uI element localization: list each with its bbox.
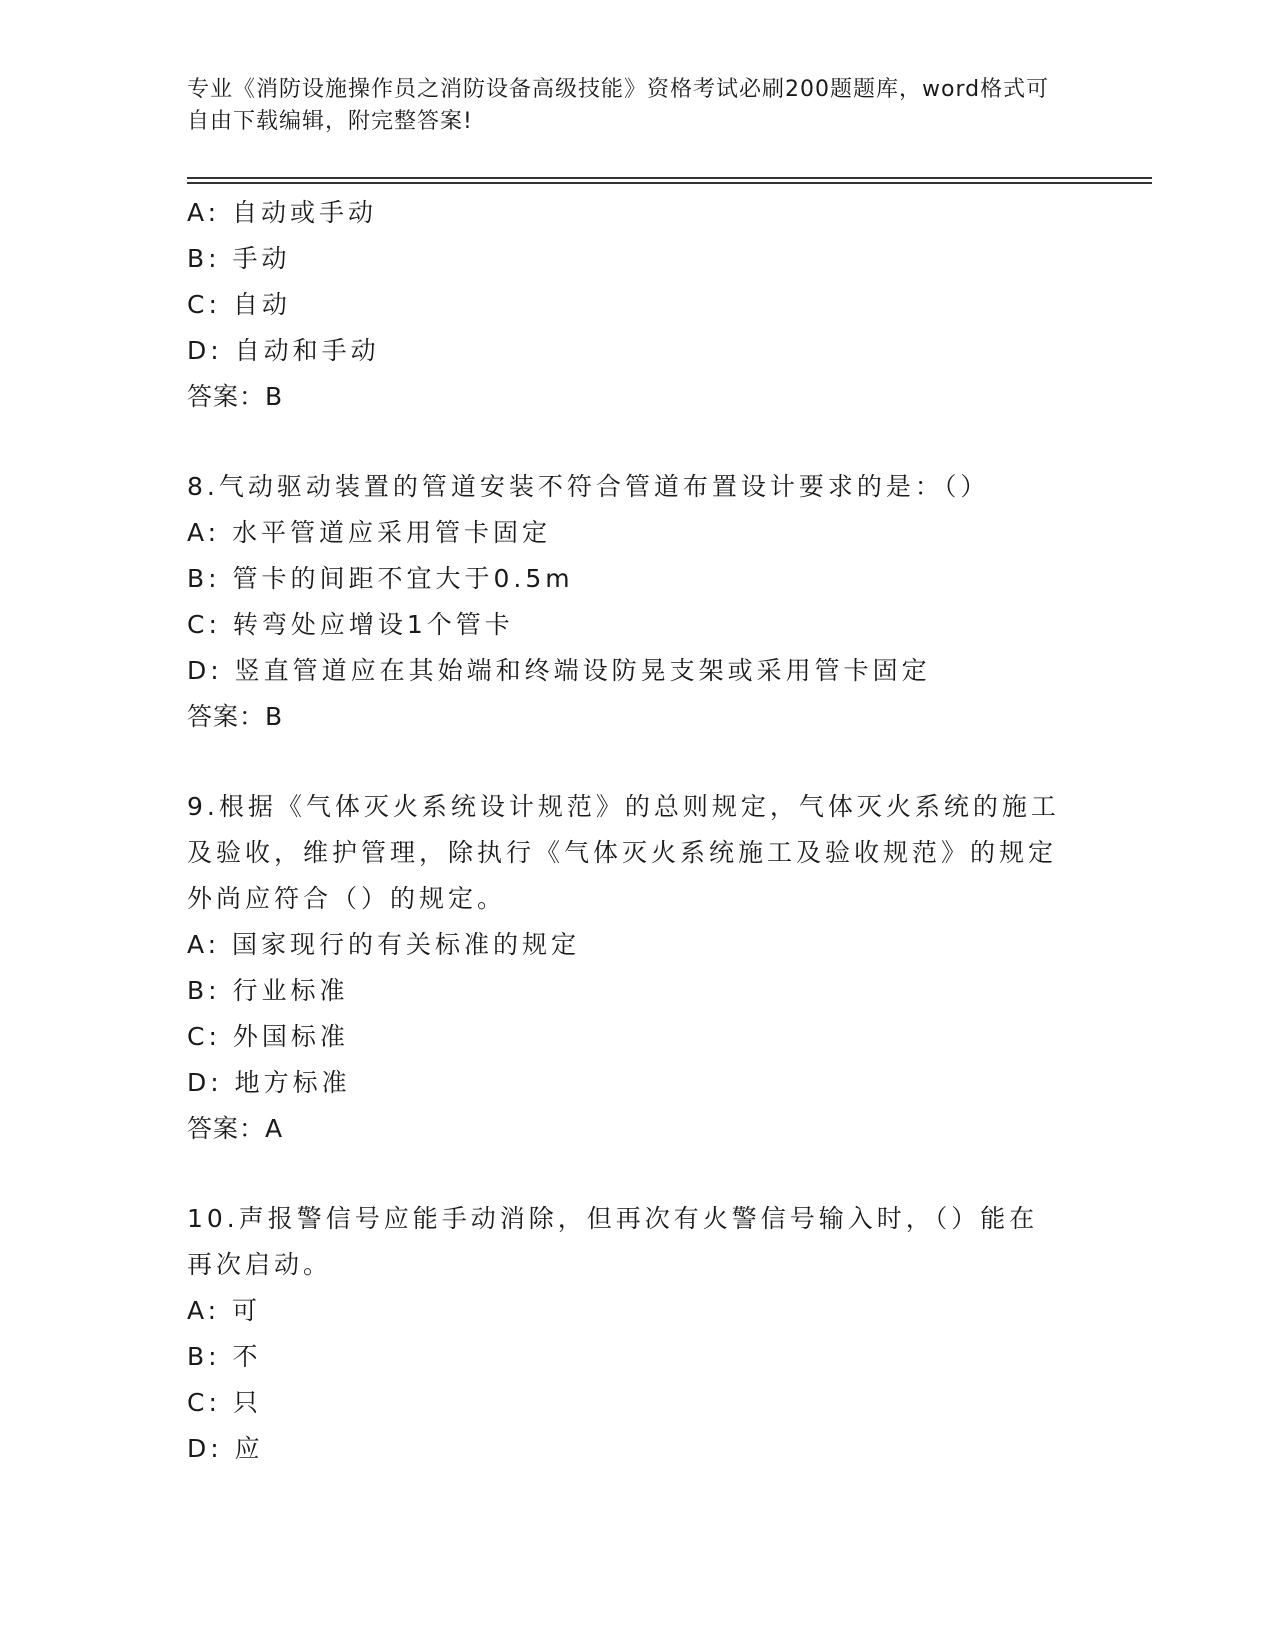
answer-line: 答案：B bbox=[187, 382, 284, 411]
option-a: A: 自动或手动 bbox=[187, 198, 378, 227]
question-7 bbox=[187, 190, 1067, 420]
question-9 bbox=[187, 784, 1067, 1152]
question-10 bbox=[187, 1196, 1067, 1472]
option-c: C: 只 bbox=[187, 1388, 262, 1417]
option-d: D: 应 bbox=[187, 1434, 264, 1463]
option-a: A: 可 bbox=[187, 1296, 262, 1325]
option-b: B: 行业标准 bbox=[187, 976, 349, 1005]
question-stem: 10.声报警信号应能手动消除，但再次有火警信号输入时，（）能在再次启动。 bbox=[187, 1204, 1039, 1279]
spacer bbox=[187, 740, 1067, 784]
spacer bbox=[187, 1152, 1067, 1196]
option-a: A: 国家现行的有关标准的规定 bbox=[187, 930, 581, 959]
header-rule-bottom bbox=[187, 182, 1152, 184]
document-header: 专业《消防设施操作员之消防设备高级技能》资格考试必刷200题题库，word格式可自由下载编辑，附完整答案! bbox=[187, 77, 1050, 134]
answer-line: 答案：B bbox=[187, 702, 284, 731]
option-b: B: 手动 bbox=[187, 244, 291, 273]
question-list bbox=[187, 190, 1067, 1472]
option-c: C: 自动 bbox=[187, 290, 291, 319]
option-c: C: 转弯处应增设1个管卡 bbox=[187, 610, 514, 639]
option-a: A: 水平管道应采用管卡固定 bbox=[187, 518, 552, 547]
option-b: B: 管卡的间距不宜大于0.5m bbox=[187, 564, 574, 593]
option-c: C: 外国标准 bbox=[187, 1022, 349, 1051]
question-stem: 8.气动驱动装置的管道安装不符合管道布置设计要求的是：（） bbox=[187, 472, 990, 501]
option-d: D: 竖直管道应在其始端和终端设防晃支架或采用管卡固定 bbox=[187, 656, 931, 685]
option-d: D: 自动和手动 bbox=[187, 336, 380, 365]
spacer bbox=[187, 420, 1067, 464]
answer-line: 答案：A bbox=[187, 1114, 284, 1143]
option-d: D: 地方标准 bbox=[187, 1068, 351, 1097]
question-stem: 9.根据《气体灭火系统设计规范》的总则规定，气体灭火系统的施工及验收，维护管理，除执行《气体灭火系统施工及验收规范》的规定外尚应符合（）的规定。 bbox=[187, 792, 1060, 913]
option-b: B: 不 bbox=[187, 1342, 262, 1371]
question-8 bbox=[187, 464, 1067, 740]
header-rule-top bbox=[187, 177, 1152, 179]
